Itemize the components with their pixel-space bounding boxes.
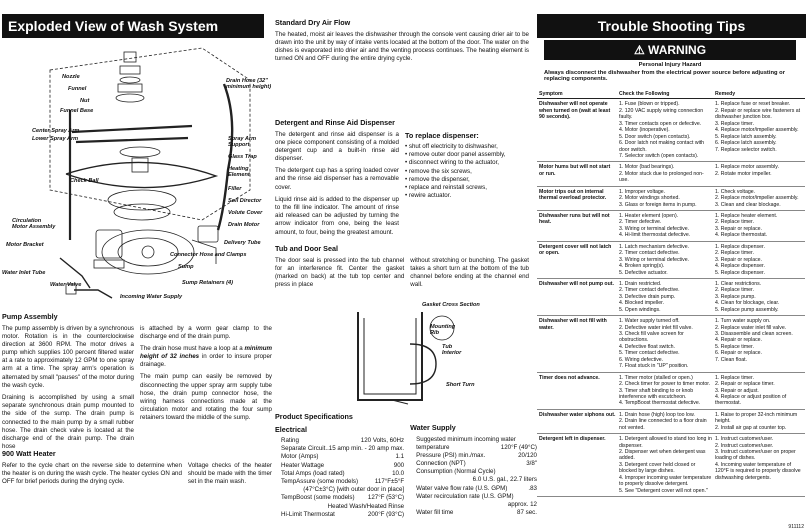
detergent-section bbox=[275, 118, 529, 241]
label-filler: Filler bbox=[228, 186, 242, 192]
check-item: 3. Wiring or terminal defective. bbox=[619, 225, 690, 232]
spec-value: 3/8" bbox=[526, 460, 537, 468]
specs-heading: Product Specifications bbox=[275, 412, 353, 421]
remedy-item: 3. Repair or adjust. bbox=[715, 387, 759, 394]
label-drain-hose: Drain Hose (32" minimum height) bbox=[226, 78, 272, 90]
remedy-item: 5. Replace pump assembly. bbox=[715, 306, 779, 313]
table-row bbox=[537, 279, 805, 316]
label-heating-element: Heating Element bbox=[228, 166, 250, 178]
gasket-cross-section-diagram bbox=[352, 302, 480, 408]
spec-value: Separate Circuit..15 amp min. - 20 amp max. bbox=[281, 445, 405, 453]
label-mounting-rib: Mounting Rib bbox=[430, 324, 456, 336]
table-row bbox=[537, 242, 805, 279]
check-list bbox=[619, 213, 712, 239]
check-item: 3. Defective drain pump. bbox=[619, 293, 676, 300]
trouble-shooting-title: Trouble Shooting Tips bbox=[537, 14, 806, 38]
remedy-list bbox=[715, 244, 803, 276]
label-sump-retainers: Sump Retainers (4) bbox=[182, 280, 233, 286]
remedy-item: 4. Repair or replace. bbox=[715, 337, 762, 344]
exploded-wash-system-diagram bbox=[2, 40, 270, 308]
check-item: 2. Defective water inlet fill valve. bbox=[619, 324, 693, 331]
tub-heading: Tub and Door Seal bbox=[275, 244, 338, 253]
table-row bbox=[537, 162, 805, 186]
check-list bbox=[619, 164, 712, 183]
replace-steps bbox=[405, 143, 529, 200]
check-list bbox=[619, 412, 712, 431]
pump-p2: Draining is accomplished by using a small separate synchronous drain pump mounted to the side of the sump. The drain pump is connected to the main pump by a small rubber hose. The drain check valve is located at the discharge end of the drain pump. The drain hose bbox=[2, 394, 134, 451]
check-list bbox=[619, 281, 712, 313]
check-cell bbox=[619, 412, 715, 431]
spec-label: Consumption (Normal Cycle) bbox=[416, 468, 496, 476]
tub-p2: without stretching or bunching. The gasket takes a short turn at the bottom of the tub channel before ending at the channel end wall. bbox=[410, 256, 529, 289]
symptom-cell: Dishwasher will not fill with water. bbox=[539, 318, 607, 331]
table-body bbox=[537, 99, 805, 497]
spec-row bbox=[410, 436, 537, 444]
remedy-cell bbox=[715, 213, 803, 239]
pump-assembly-section bbox=[2, 312, 272, 455]
remedy-item: 3. Disassemble and clean screen. bbox=[715, 331, 793, 337]
symptom-cell: Motor hums but will not start or run. bbox=[539, 164, 611, 177]
tub-p1: The door seal is pressed into the tub channel for an interference fit. Center the gasket (marked on back) at the tub top center and press in place bbox=[275, 256, 405, 289]
spec-row bbox=[410, 444, 537, 452]
check-cell bbox=[619, 281, 715, 313]
label-lower-spray-arm: Lower Spray Arm bbox=[32, 136, 79, 142]
check-item: 1. Latch mechanism defective. bbox=[619, 243, 690, 250]
label-motor-bracket: Motor Bracket bbox=[6, 242, 44, 248]
symptom-cell: Dishwasher will not operate when turned on (wait at least 90 seconds). bbox=[539, 101, 611, 121]
check-item: 1. Heater element (open). bbox=[619, 213, 679, 219]
pump-p3a: is attached by a worm gear clamp to the discharge end of the drain pump. bbox=[140, 324, 272, 340]
pump-p1: The pump assembly is driven by a synchronous motor. Rotation is in the counterclockwise direction at 3600 RPM. The motor drives a pump which supplies 100 percent filtered water at a rate to approximately 12 GPM to one spray arm at a time. The spray arm's operation is alternated by small "pauses" of the motor during the wash cycle. bbox=[2, 324, 134, 389]
warning-subtitle: Personal Injury Hazard bbox=[638, 62, 702, 68]
check-item: 1. Fuse (blown or tripped). bbox=[619, 101, 680, 108]
remedy-item: 2. Replace timer. bbox=[715, 287, 754, 294]
trouble-shooting-table bbox=[537, 90, 805, 497]
electrical-specs bbox=[275, 437, 404, 519]
pump-min-height: minimum height of 32 inches bbox=[140, 344, 272, 361]
spec-label: Motor (Amps) bbox=[281, 453, 319, 461]
pump-p3b: The drain hose must have a loop at a bbox=[140, 344, 243, 352]
label-nozzle: Nozzle bbox=[62, 74, 80, 80]
remedy-item: 2. Rotate motor impeller. bbox=[715, 170, 772, 177]
spec-row bbox=[275, 470, 404, 478]
check-cell bbox=[619, 164, 715, 183]
remedy-item: 1. Replace fuse or reset breaker. bbox=[715, 101, 791, 108]
check-cell bbox=[619, 375, 715, 407]
water-supply-heading: Water Supply bbox=[410, 423, 456, 432]
check-item: 4. TempBoost thermostat defective. bbox=[619, 400, 701, 407]
heater-p2: Voltage checks of the heater should be made with the timer set in the main wash. bbox=[187, 461, 272, 485]
check-cell bbox=[619, 101, 715, 159]
dry-air-flow-heading: Standard Dry Air Flow bbox=[275, 18, 351, 27]
label-connector-hose: Connector Hose and Clamps bbox=[170, 252, 247, 258]
check-list bbox=[619, 375, 712, 407]
spec-label: Suggested minimum incoming water bbox=[416, 435, 516, 443]
spec-value: 87 sec. bbox=[517, 509, 537, 517]
remedy-item: 6. Replace latch assembly. bbox=[715, 140, 777, 147]
label-gasket-cross: Gasket Cross Section bbox=[422, 302, 480, 308]
check-item: 2. Motor windings shorted. bbox=[619, 195, 680, 202]
spec-value: 117°F±5°F bbox=[374, 477, 405, 485]
spec-value: 6.0 U.S. gal., 22.7 liters bbox=[472, 476, 537, 484]
heater-section bbox=[2, 449, 272, 490]
check-item: 5. See "Detergent cover will not open." bbox=[619, 487, 708, 494]
spec-row bbox=[275, 462, 404, 470]
table-row bbox=[537, 99, 805, 162]
check-item: 2. Timer defective. bbox=[619, 219, 662, 226]
remedy-item: 4. Replace motor/impeller assembly. bbox=[715, 127, 799, 134]
remedy-item: 2. Replace timer. bbox=[715, 219, 754, 226]
label-short-turn: Short Turn bbox=[446, 382, 475, 388]
pump-p3 bbox=[140, 345, 272, 370]
table-row bbox=[537, 316, 805, 373]
check-list bbox=[619, 101, 712, 159]
step: • rewire actuator. bbox=[405, 192, 529, 200]
step: • remove the dispenser, bbox=[405, 176, 529, 184]
label-soil-director: Soil Director bbox=[228, 198, 262, 204]
remedy-item: 5. Replace timer. bbox=[715, 343, 754, 350]
symptom-cell: Motor trips out on internal thermal overload protector. bbox=[539, 188, 607, 202]
warning-label: WARNING bbox=[648, 43, 707, 57]
spec-row bbox=[410, 452, 537, 460]
check-item: 4. Motor (inoperative). bbox=[619, 127, 670, 134]
label-incoming-water: Incoming Water Supply bbox=[120, 294, 183, 300]
step: • shut off electricity to dishwasher, bbox=[405, 143, 529, 151]
spec-label: Total Amps (load rated) bbox=[281, 469, 345, 477]
remedy-cell bbox=[715, 281, 803, 313]
header-symptom: Symptom bbox=[539, 91, 563, 97]
check-item: 4. Improper incoming water temperature to properly dissolve detergent. bbox=[619, 474, 712, 488]
check-list bbox=[619, 189, 712, 208]
remedy-list bbox=[715, 213, 803, 239]
spec-value: approx. 12 bbox=[507, 501, 537, 508]
table-row bbox=[537, 410, 805, 434]
symptom-cell: Dishwasher will not pump out. bbox=[539, 280, 614, 287]
spec-row bbox=[410, 501, 537, 509]
spec-row bbox=[275, 486, 404, 494]
spec-value: 120°F (49°C) bbox=[500, 443, 537, 451]
check-item: 6. Door latch not making contact with door switch. bbox=[619, 140, 705, 153]
label-drain-motor: Drain Motor bbox=[228, 222, 260, 228]
spec-row bbox=[275, 445, 404, 453]
spec-value: .83 bbox=[528, 484, 537, 492]
spec-label: Pressure (PSI) min./max. bbox=[416, 451, 486, 459]
spec-row bbox=[275, 511, 404, 519]
spec-label bbox=[410, 476, 416, 484]
remedy-list bbox=[715, 189, 803, 208]
heater-p1: Refer to the cycle chart on the reverse side to determine when the heater is on during the wash cycle. The heater cycles ON and OFF for brief periods during the drying cycle. bbox=[2, 461, 182, 485]
check-item: 2. Motor stuck due to prolonged non-use. bbox=[619, 170, 704, 184]
detergent-p1: The detergent and rinse aid dispenser is a one piece component consisting of a molded detergent cup and a built-in rinse aid dispenser. bbox=[275, 130, 399, 163]
remedy-item: 4. Replace or adjust position of thermostat. bbox=[715, 393, 787, 407]
check-cell bbox=[619, 189, 715, 208]
pump-heading: Pump Assembly bbox=[2, 312, 58, 321]
spec-value: (47°C±3°C) [with outer door in place] bbox=[303, 486, 405, 494]
label-spray-arm-support: Spray Arm Support bbox=[228, 136, 257, 148]
step: • remove outer door panel assembly, bbox=[405, 151, 529, 159]
check-item: 3. Glass or foreign items in pump. bbox=[619, 201, 697, 208]
check-item: 2. Timer contact defective. bbox=[619, 250, 680, 257]
check-item: 2. Timer contact defective. bbox=[619, 287, 680, 294]
spec-value: Heated Wash/Heated Rinse bbox=[327, 502, 405, 510]
label-water-inlet-tube: Water Inlet Tube bbox=[2, 270, 46, 276]
spec-value: 900 bbox=[393, 461, 405, 469]
remedy-list bbox=[715, 101, 803, 153]
remedy-item: 7. Replace selector switch. bbox=[715, 146, 777, 153]
remedy-list bbox=[715, 412, 803, 431]
remedy-item: 6. Repair or replace. bbox=[715, 350, 762, 357]
remedy-cell bbox=[715, 318, 803, 370]
spec-row bbox=[410, 468, 537, 476]
spec-row bbox=[275, 478, 404, 486]
spec-label: Connection (NPT) bbox=[416, 460, 466, 468]
remedy-item: 2. Instruct customer/user. bbox=[715, 442, 774, 449]
detergent-heading: Detergent and Rinse Aid Dispenser bbox=[275, 118, 395, 127]
check-list bbox=[619, 244, 712, 276]
remedy-cell bbox=[715, 244, 803, 276]
remedy-item: 2. Replace timer. bbox=[715, 250, 754, 257]
remedy-item: 2. Replace water inlet fill valve. bbox=[715, 324, 787, 331]
spec-label bbox=[410, 501, 416, 509]
spec-row bbox=[410, 460, 537, 468]
check-item: 2. Check timer for power to timer motor. bbox=[619, 381, 711, 388]
check-item: 3. Wiring or terminal defective. bbox=[619, 256, 690, 263]
spec-label: TempAssure (some models) bbox=[281, 477, 359, 485]
pump-p3d: in order to insure proper drainage. bbox=[140, 353, 272, 369]
check-item: 3. Timer contacts open or defective. bbox=[619, 120, 702, 127]
check-item: 2. Drain line connected to a floor drain not vented. bbox=[619, 418, 707, 431]
label-glass-trap: Glass Trap bbox=[228, 154, 257, 160]
check-list bbox=[619, 436, 712, 494]
exploded-view-title: Exploded View of Wash System bbox=[2, 14, 264, 38]
remedy-list bbox=[715, 318, 803, 363]
label-center-spray-arm: Center Spray Arm bbox=[32, 128, 80, 134]
check-item: 2. Dispenser wet when detergent was added. bbox=[619, 449, 706, 462]
spec-row bbox=[410, 485, 537, 493]
spec-value: 200°F (93°C) bbox=[367, 510, 405, 518]
symptom-cell: Timer does not advance. bbox=[539, 374, 600, 381]
spec-row bbox=[410, 476, 537, 484]
symptom-cell: Detergent cover will not latch or open. bbox=[539, 243, 612, 257]
remedy-cell bbox=[715, 412, 803, 431]
symptom-cell: Detergent left in dispenser. bbox=[539, 436, 606, 443]
spec-label: Heater Wattage bbox=[281, 461, 325, 469]
spec-row bbox=[275, 453, 404, 461]
table-header bbox=[537, 90, 805, 99]
remedy-cell bbox=[715, 375, 803, 407]
remedy-cell bbox=[715, 189, 803, 208]
remedy-item: 4. Replace dispenser. bbox=[715, 263, 765, 270]
header-remedy: Remedy bbox=[715, 91, 736, 97]
spec-label: Water fill time bbox=[416, 509, 454, 517]
spec-label: TempBoost (some models) bbox=[281, 494, 355, 502]
check-item: 3. Timer shaft binding to or knob interference with escutcheon. bbox=[619, 387, 694, 400]
spec-label bbox=[275, 486, 281, 494]
check-item: 1. Drain hose (high) loop too low. bbox=[619, 411, 695, 418]
remedy-item: 2. Replace motor/impeller assembly. bbox=[715, 195, 799, 202]
spec-value: 10.0 bbox=[392, 469, 405, 477]
check-item: 7. Float stuck in "UP" position. bbox=[619, 363, 689, 370]
spec-label bbox=[275, 503, 281, 511]
check-cell bbox=[619, 244, 715, 276]
spec-value: 20/120 bbox=[518, 451, 537, 459]
remedy-item: 1. Turn water supply on. bbox=[715, 318, 771, 325]
label-tub-interior: Tub Interior bbox=[442, 344, 462, 356]
step: • disconnect wiring to the actuator, bbox=[405, 159, 529, 167]
label-circulation-motor: Circulation Motor Assembly bbox=[12, 218, 56, 230]
header-check: Check the Following bbox=[619, 91, 670, 97]
dry-air-flow-text: The heated, moist air leaves the dishwasher through the console vent causing drier air to be drawn into the unit by way of intake vents located at the bottom of the door. The water on the dishes is evaporated into drier air and the venting process continues. The heating element is turned ON and OFF during the entire drying cycle. bbox=[275, 30, 529, 63]
remedy-item: 3. Repair or replace. bbox=[715, 256, 762, 263]
spec-label: Water recirculation rate (U.S. GPM) bbox=[416, 492, 514, 500]
label-sump: Sump bbox=[178, 264, 194, 270]
remedy-item: 2. Install air gap at counter top. bbox=[715, 424, 787, 431]
remedy-item: 4. Incoming water temperature of 120°F is required to properly dissolve dishwashing detergents. bbox=[715, 461, 801, 481]
spec-row bbox=[275, 494, 404, 502]
remedy-cell bbox=[715, 436, 803, 494]
check-item: 7. Selector switch (open contacts). bbox=[619, 152, 699, 159]
remedy-item: 1. Replace motor assembly. bbox=[715, 164, 779, 171]
check-item: 4. Hi-limit thermostat defective. bbox=[619, 232, 691, 239]
spec-value: 1.1 bbox=[395, 453, 405, 461]
remedy-item: 4. Clean for blockage, clear. bbox=[715, 300, 780, 307]
remedy-item: 5. Replace dispenser. bbox=[715, 269, 765, 276]
check-item: 3. Check fill valve screen for obstructions. bbox=[619, 331, 684, 344]
spec-label: Water valve flow rate (U.S. GPM) bbox=[416, 484, 508, 492]
document-code: 911112 bbox=[788, 524, 804, 530]
water-specs bbox=[410, 436, 537, 518]
remedy-item: 3. Clean and clear blockage. bbox=[715, 201, 781, 208]
check-item: 2. 120 VAC supply wiring connection faulty. bbox=[619, 107, 704, 121]
table-row bbox=[537, 211, 805, 242]
label-nut: Nut bbox=[80, 98, 90, 104]
check-item: 5. Open windings. bbox=[619, 306, 661, 313]
remedy-item: 3. Instruct customer/user on proper loading of dishes. bbox=[715, 449, 796, 462]
check-item: 6. Wiring defective. bbox=[619, 356, 664, 363]
detergent-p2: The detergent cup has a spring loaded cover and the rinse aid dispenser has a removable cover. bbox=[275, 167, 399, 191]
remedy-list bbox=[715, 375, 803, 407]
product-specifications bbox=[275, 412, 537, 519]
check-item: 5. Defective actuator. bbox=[619, 269, 668, 276]
tub-door-seal-section bbox=[275, 244, 529, 293]
symptom-cell: Dishwasher runs but will not heat. bbox=[539, 213, 610, 226]
check-list bbox=[619, 318, 712, 370]
check-item: 1. Improper voltage. bbox=[619, 188, 666, 195]
check-cell bbox=[619, 213, 715, 239]
spec-row bbox=[275, 503, 404, 511]
spec-row bbox=[410, 509, 537, 517]
check-item: 1. Motor (bad bearings). bbox=[619, 164, 675, 171]
remedy-item: 1. Raise to proper 32-inch minimum height. bbox=[715, 411, 798, 425]
check-cell bbox=[619, 318, 715, 370]
check-item: 1. Detergent allowed to stand too long in dispenser. bbox=[619, 436, 712, 449]
label-funnel: Funnel bbox=[68, 86, 87, 92]
step: • remove the six screws, bbox=[405, 168, 529, 176]
check-item: 4. Defective float switch. bbox=[619, 343, 675, 350]
remedy-item: 1. Replace timer. bbox=[715, 374, 754, 381]
remedy-item: 1. Instruct customer/user. bbox=[715, 436, 774, 443]
detergent-p3: Liquid rinse aid is added to the dispenser up to the fill line indicator. The amount of rinse aid released can be adjusted by turning the arrow indicator from one, being the least amount, to four, being the greatest amount. bbox=[275, 195, 399, 236]
dry-air-flow-section bbox=[275, 18, 529, 67]
remedy-item: 4. Replace thermostat. bbox=[715, 232, 768, 239]
replace-dispenser-heading: To replace dispenser: bbox=[405, 130, 479, 140]
symptom-cell: Dishwasher water siphons out. bbox=[539, 411, 616, 418]
remedy-list bbox=[715, 164, 803, 177]
spec-row bbox=[275, 437, 404, 445]
remedy-cell bbox=[715, 164, 803, 183]
warning-banner: ⚠ WARNING bbox=[544, 40, 796, 60]
remedy-item: 3. Replace pump. bbox=[715, 293, 756, 300]
check-item: 4. Broken spring(s). bbox=[619, 263, 665, 270]
label-water-valve: Water Valve bbox=[50, 282, 82, 288]
warning-text: Always disconnect the dishwasher from the electrical power source before adjusting or replacing components. bbox=[544, 70, 785, 82]
label-volute-cover: Volute Cover bbox=[228, 210, 263, 216]
step: • replace and reinstall screws, bbox=[405, 184, 529, 192]
check-item: 1. Timer motor (stalled or open.) bbox=[619, 374, 693, 381]
spec-value: 120 Volts, 60Hz bbox=[360, 437, 405, 444]
remedy-item: 1. Replace heater element. bbox=[715, 213, 778, 219]
remedy-list bbox=[715, 281, 803, 313]
remedy-cell bbox=[715, 101, 803, 159]
spec-row bbox=[410, 493, 537, 501]
table-row bbox=[537, 434, 805, 497]
remedy-item: 5. Replace latch assembly. bbox=[715, 133, 777, 140]
pump-p4: The main pump can easily be removed by disconnecting the upper spray arm supply tube hose, the drain pump connector hose, the wiring harness connections made at the circulation motor and rotating the four sump retainers toward the middle of the sump. bbox=[140, 373, 272, 422]
check-item: 1. Drain restricted. bbox=[619, 280, 662, 287]
remedy-item: 1. Clear restrictions. bbox=[715, 280, 762, 287]
label-funnel-base: Funnel Base bbox=[60, 108, 94, 114]
check-item: 5. Timer contact defective. bbox=[619, 350, 680, 357]
check-cell bbox=[619, 436, 715, 494]
check-item: 3. Detergent cover held closed or blocked by large dishes. bbox=[619, 461, 696, 475]
heater-heading: 900 Watt Heater bbox=[2, 449, 56, 458]
check-item: 5. Door switch (open contacts). bbox=[619, 133, 691, 140]
remedy-item: 1. Check voltage. bbox=[715, 188, 756, 195]
label-delivery-tube: Delivery Tube bbox=[224, 240, 261, 246]
table-row bbox=[537, 373, 805, 410]
remedy-item: 3. Repair or replace. bbox=[715, 225, 762, 232]
remedy-item: 7. Clean float. bbox=[715, 356, 748, 363]
check-item: 4. Blocked impeller. bbox=[619, 300, 664, 307]
gasket-drawing bbox=[352, 304, 476, 408]
remedy-item: 1. Replace dispenser. bbox=[715, 243, 765, 250]
electrical-heading: Electrical bbox=[275, 424, 307, 434]
spec-value: 127°F (53°C) bbox=[367, 494, 405, 502]
remedy-item: 2. Repair or replace timer. bbox=[715, 381, 775, 388]
label-check-ball: Check Ball bbox=[70, 178, 99, 184]
remedy-item: 3. Replace timer. bbox=[715, 120, 754, 127]
check-item: 1. Water supply turned off. bbox=[619, 318, 680, 325]
spec-label: Hi-Limit Thermostat bbox=[281, 510, 335, 518]
remedy-item: 2. Repair or replace wire fasteners at dishwasher junction box. bbox=[715, 107, 801, 121]
spec-label: temperature bbox=[416, 443, 450, 451]
table-row bbox=[537, 187, 805, 211]
remedy-list bbox=[715, 436, 803, 481]
spec-label: Rating bbox=[281, 437, 299, 444]
